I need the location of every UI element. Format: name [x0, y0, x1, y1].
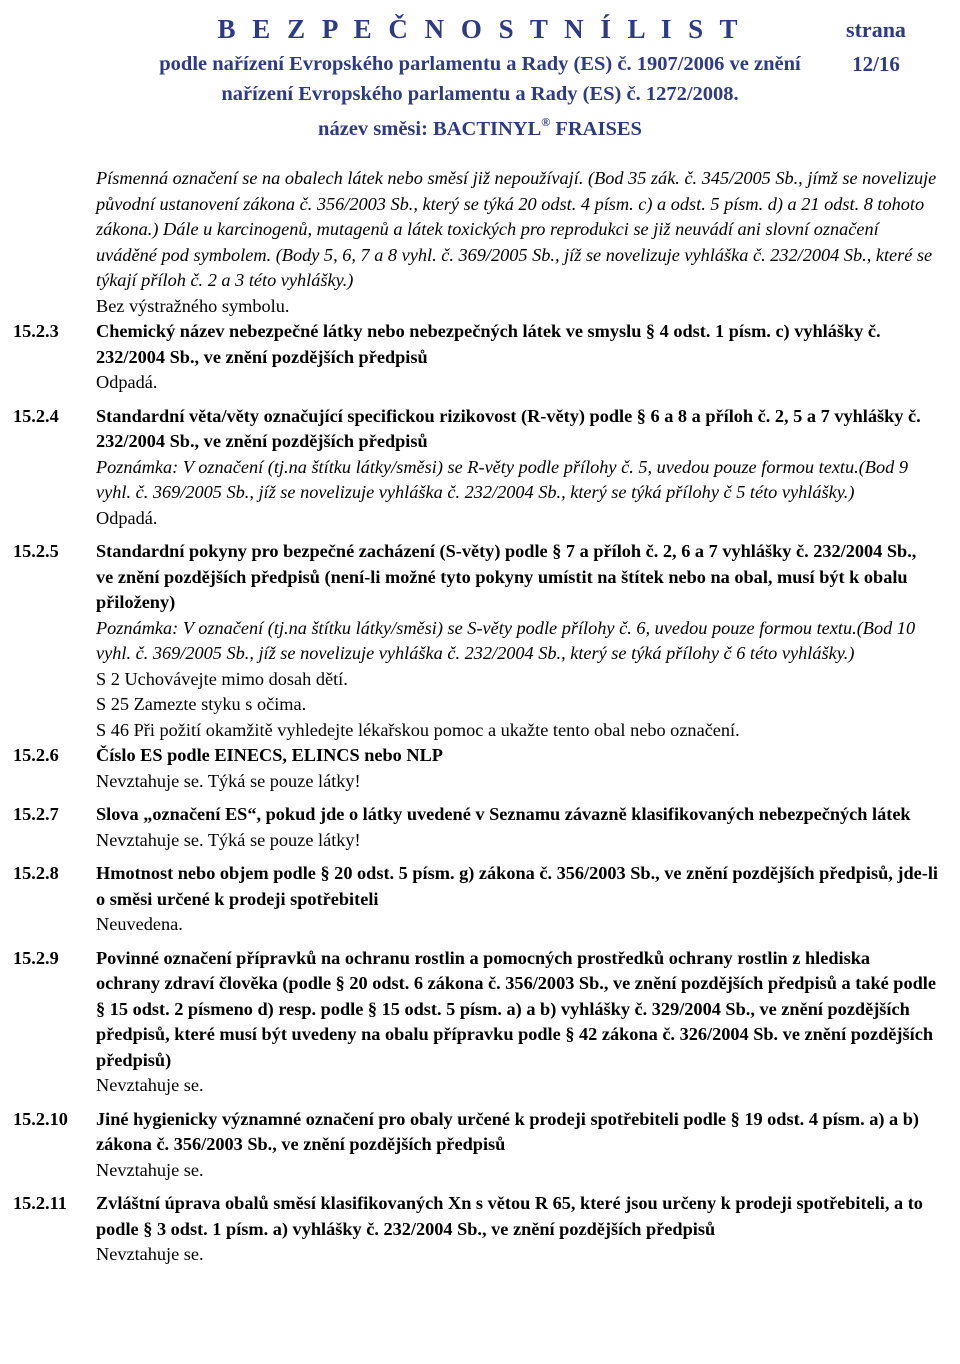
section-15-2-11: [0, 1191, 960, 1268]
product-name-suffix: FRAISES: [550, 118, 642, 140]
section-title: Povinné označení přípravků na ochranu rostlin a pomocných prostředků ochrany rostlin z hlediska ochrany zdraví člověka (podle § 20 odst. 6 zákona č. 356/2003 Sb., ve znění pozdějších předpisů a také podle § 15 odst. 2 písmeno d) resp. podle § 15 odst. 5 písm. a) a b) vyhlášky č. 329/2004 Sb., ve znění pozdějších předpisů, které musí být uvedeny na obalu přípravku podle § 42 zákona č. 326/2004 Sb. ve znění pozdějších předpisů): [96, 947, 936, 1070]
page-header: [0, 0, 960, 140]
section-value: Nevztahuje se.: [96, 1244, 204, 1264]
section-value: Odpadá.: [96, 507, 158, 528]
section-15-2-4: [0, 404, 960, 532]
section-15-2-5: [0, 539, 960, 743]
page-content: [0, 166, 960, 1268]
regulation-line-2: nařízení Evropského parlamentu a Rady (ES) č. 1272/2008.: [221, 83, 739, 105]
section-15-2-9: [0, 946, 960, 1099]
regulation-line-1: podle nařízení Evropského parlamentu a Rady (ES) č. 1907/2006 ve znění: [159, 53, 801, 75]
section-title: Standardní věta/věty označující specifickou rizikovost (R-věty) podle § 6 a 8 a příloh č. 2, 5 a 7 vyhlášky č. 232/2004 Sb., ve znění pozdějších předpisů: [96, 405, 921, 451]
section-value: Nevztahuje se. Týká se pouze látky!: [96, 770, 361, 791]
section-15-2-8: [0, 861, 960, 938]
section-value: Nevztahuje se. Týká se pouze látky!: [96, 829, 361, 850]
section-title: Hmotnost nebo objem podle § 20 odst. 5 písm. g) zákona č. 356/2003 Sb., ve znění pozdějších předpisů, jde-li o směsi určené k prodeji spotřebiteli: [96, 863, 939, 909]
registered-mark: ®: [541, 115, 551, 129]
s-phrase: S 25 Zamezte styku s očima.: [96, 694, 307, 714]
section-15-2-10: [0, 1107, 960, 1184]
section-value: Nevztahuje se.: [96, 1075, 204, 1095]
section-15-2-3: [0, 319, 960, 396]
section-title: Standardní pokyny pro bezpečné zacházení (S-věty) podle § 7 a příloh č. 2, 6 a 7 vyhlášky č. 232/2004 Sb., ve znění pozdějších předpisů (není-li možné tyto pokyny umístit na štítek nebo na obal, musí být k obalu přiloženy): [96, 541, 917, 612]
section-number: 15.2.5: [13, 541, 59, 561]
section-title: Číslo ES podle EINECS, ELINCS nebo NLP: [96, 745, 443, 765]
section-title: Zvláštní úprava obalů směsí klasifikovaných Xn s větou R 65, které jsou určeny k prodeji spotřebiteli, a to podle § 3 odst. 1 písm. a) vyhlášky č. 232/2004 Sb., ve znění pozdějších předpisů: [96, 1193, 923, 1239]
section-15-2-6: [0, 743, 960, 794]
section-value: Neuvedena.: [96, 914, 183, 934]
section-note: Poznámka: V označení (tj.na štítku látky/směsi) se S-věty podle přílohy č. 6, uvedou pouze formou textu.(Bod 10 vyhl. č. 369/2005 Sb., jíž se novelizuje vyhláška č. 232/2004 Sb., který se týká přílohy č 6 této vyhlášky.): [96, 617, 916, 663]
section-15-2-7: [0, 802, 960, 853]
page-number: 12/16: [852, 52, 900, 76]
product-name-prefix: název směsi: BACTINYL: [318, 118, 542, 140]
section-number: 15.2.8: [13, 863, 59, 883]
intro-block: [0, 166, 960, 319]
section-title: Slova „označení ES“, pokud jde o látky uvedené v Seznamu závazně klasifikovaných nebezpečných látek: [96, 804, 911, 824]
section-number: 15.2.3: [13, 321, 59, 341]
intro-note: Písmenná označení se na obalech látek nebo směsí již nepoužívají. (Bod 35 zák. č. 345/2005 Sb., jímž se novelizuje původní ustanovení zákona č. 356/2003 Sb., který se týká 20 odst. 4 písm. c) a odst. 5 písm. d) a 21 odst. 8 tohoto zákona.) Dále u karcinogenů, mutagenů a látek toxických pro reprodukci se již neuvádí ani slovní označení uváděné pod symbolem. (Body 5, 6, 7 a 8 vyhl. č. 369/2005 Sb., jíž se novelizuje vyhláška č. 232/2004 Sb., které se týkají příloh č. 2 a 3 této vyhlášky.): [96, 168, 937, 290]
section-note: Poznámka: V označení (tj.na štítku látky/směsi) se R-věty podle přílohy č. 5, uvedou pouze formou textu.(Bod 9 vyhl. č. 369/2005 Sb., jíž se novelizuje vyhláška č. 232/2004 Sb., který se týká přílohy č 5 této vyhlášky.): [96, 456, 908, 502]
s-phrase: S 2 Uchovávejte mimo dosah dětí.: [96, 668, 348, 689]
section-number: 15.2.9: [13, 947, 59, 968]
section-value: Odpadá.: [96, 372, 158, 392]
section-number: 15.2.10: [13, 1108, 68, 1129]
section-value: Nevztahuje se.: [96, 1159, 204, 1180]
document-title: B E Z P E Č N O S T N Í L I S T: [217, 14, 743, 44]
section-title: Jiné hygienicky významné označení pro obaly určené k prodeji spotřebiteli podle § 19 odst. 4 písm. a) a b) zákona č. 356/2003 Sb., ve znění pozdějších předpisů: [96, 1108, 920, 1154]
section-number: 15.2.6: [13, 745, 59, 765]
section-number: 15.2.7: [13, 804, 59, 824]
section-number: 15.2.11: [13, 1193, 67, 1213]
intro-value: Bez výstražného symbolu.: [96, 295, 290, 316]
section-number: 15.2.4: [13, 405, 59, 426]
product-name: [0, 108, 960, 143]
section-title: Chemický název nebezpečné látky nebo nebezpečných látek ve smyslu § 4 odst. 1 písm. c) vyhlášky č. 232/2004 Sb., ve znění pozdějších předpisů: [96, 321, 881, 367]
page-label: strana: [846, 17, 906, 42]
s-phrase: S 46 Při požití okamžitě vyhledejte lékařskou pomoc a ukažte tento obal nebo označení.: [96, 719, 740, 740]
